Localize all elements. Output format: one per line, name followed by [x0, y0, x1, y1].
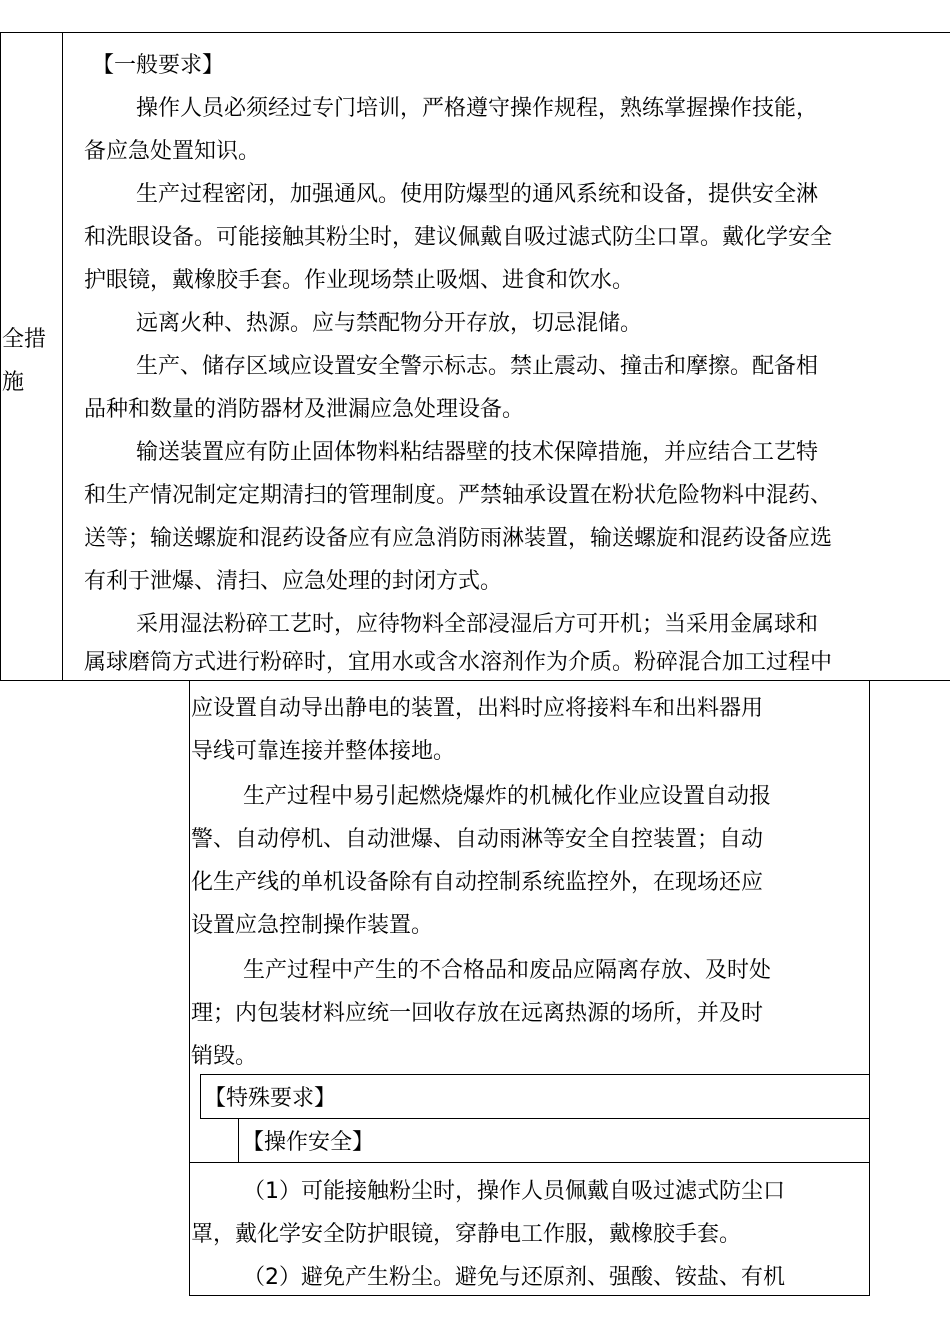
special-requirements-heading: 【特殊要求】	[204, 1086, 337, 1111]
text-line: 品种和数量的消防器材及泄漏应急处理设备。	[84, 397, 525, 422]
special-row-top-border	[200, 1074, 870, 1075]
operation-row-left-border	[238, 1118, 239, 1162]
text-line: 属球磨筒方式进行粉碎时，宜用水或含水溶剂作为介质。粉碎混合加工过程中	[84, 650, 833, 675]
text-line: 输送装置应有防止固体物料粘结器壁的技术保障措施，并应结合工艺特	[136, 440, 819, 465]
text-line: 操作人员必须经过专门培训，严格遵守操作规程，熟练掌握操作技能，	[136, 96, 819, 121]
table-bottom-border	[0, 680, 950, 681]
text-line: （1）可能接触粉尘时，操作人员佩戴自吸过滤式防尘口	[243, 1179, 785, 1204]
operation-content-top-border	[189, 1162, 870, 1163]
operation-safety-heading: 【操作安全】	[242, 1130, 375, 1155]
lower-table-bottom-border	[189, 1295, 870, 1296]
text-line: 销毁。	[191, 1044, 258, 1069]
table-left-border	[0, 32, 1, 680]
text-line: （2）避免产生粉尘。避免与还原剂、强酸、铵盐、有机	[243, 1265, 785, 1290]
text-line: 和洗眼设备。可能接触其粉尘时，建议佩戴自吸过滤式防尘口罩。戴化学安全	[84, 225, 833, 250]
text-line: 设置应急控制操作装置。	[191, 913, 434, 938]
table-column-divider	[62, 32, 63, 680]
text-line: 采用湿法粉碎工艺时，应待物料全部浸湿后方可开机；当采用金属球和	[136, 612, 819, 637]
left-cell-label	[2, 318, 62, 404]
lower-table-right-border	[869, 680, 870, 1296]
text-line: 生产过程中产生的不合格品和废品应隔离存放、及时处	[243, 958, 772, 983]
text-line: 生产、储存区域应设置安全警示标志。禁止震动、撞击和摩擦。配备相	[136, 354, 819, 379]
operation-row-top-border	[200, 1118, 870, 1119]
text-line: 化生产线的单机设备除有自动控制系统监控外，在现场还应	[191, 870, 764, 895]
text-line: 生产过程中易引起燃烧爆炸的机械化作业应设置自动报	[243, 784, 772, 809]
text-line: 有利于泄爆、清扫、应急处理的封闭方式。	[84, 569, 503, 594]
text-line: 护眼镜，戴橡胶手套。作业现场禁止吸烟、进食和饮水。	[84, 268, 635, 293]
lower-table-left-border	[189, 680, 190, 1296]
text-line: 理；内包装材料应统一回收存放在远离热源的场所，并及时	[191, 1001, 764, 1026]
text-line: 导线可靠连接并整体接地。	[191, 739, 456, 764]
text-line: 警、自动停机、自动泄爆、自动雨淋等安全自控装置；自动	[191, 827, 764, 852]
text-line: 送等；输送螺旋和混药设备应有应急消防雨淋装置，输送螺旋和混药设备应选	[84, 526, 833, 551]
text-line: 生产过程密闭，加强通风。使用防爆型的通风系统和设备，提供安全淋	[136, 182, 819, 207]
text-line: 远离火种、热源。应与禁配物分开存放，切忌混储。	[136, 311, 643, 336]
text-line: 应设置自动导出静电的装置，出料时应将接料车和出料器用	[191, 696, 764, 721]
left-cell-line: 施	[2, 370, 25, 395]
table-top-border	[0, 32, 950, 33]
general-requirements-heading: 【一般要求】	[92, 53, 225, 78]
text-line: 罩，戴化学安全防护眼镜，穿静电工作服，戴橡胶手套。	[191, 1222, 742, 1247]
text-line: 备应急处置知识。	[84, 139, 261, 164]
left-cell-line: 全措	[2, 327, 47, 352]
special-row-left-border	[200, 1074, 201, 1118]
text-line: 和生产情况制定定期清扫的管理制度。严禁轴承设置在粉状危险物料中混药、	[84, 483, 833, 508]
